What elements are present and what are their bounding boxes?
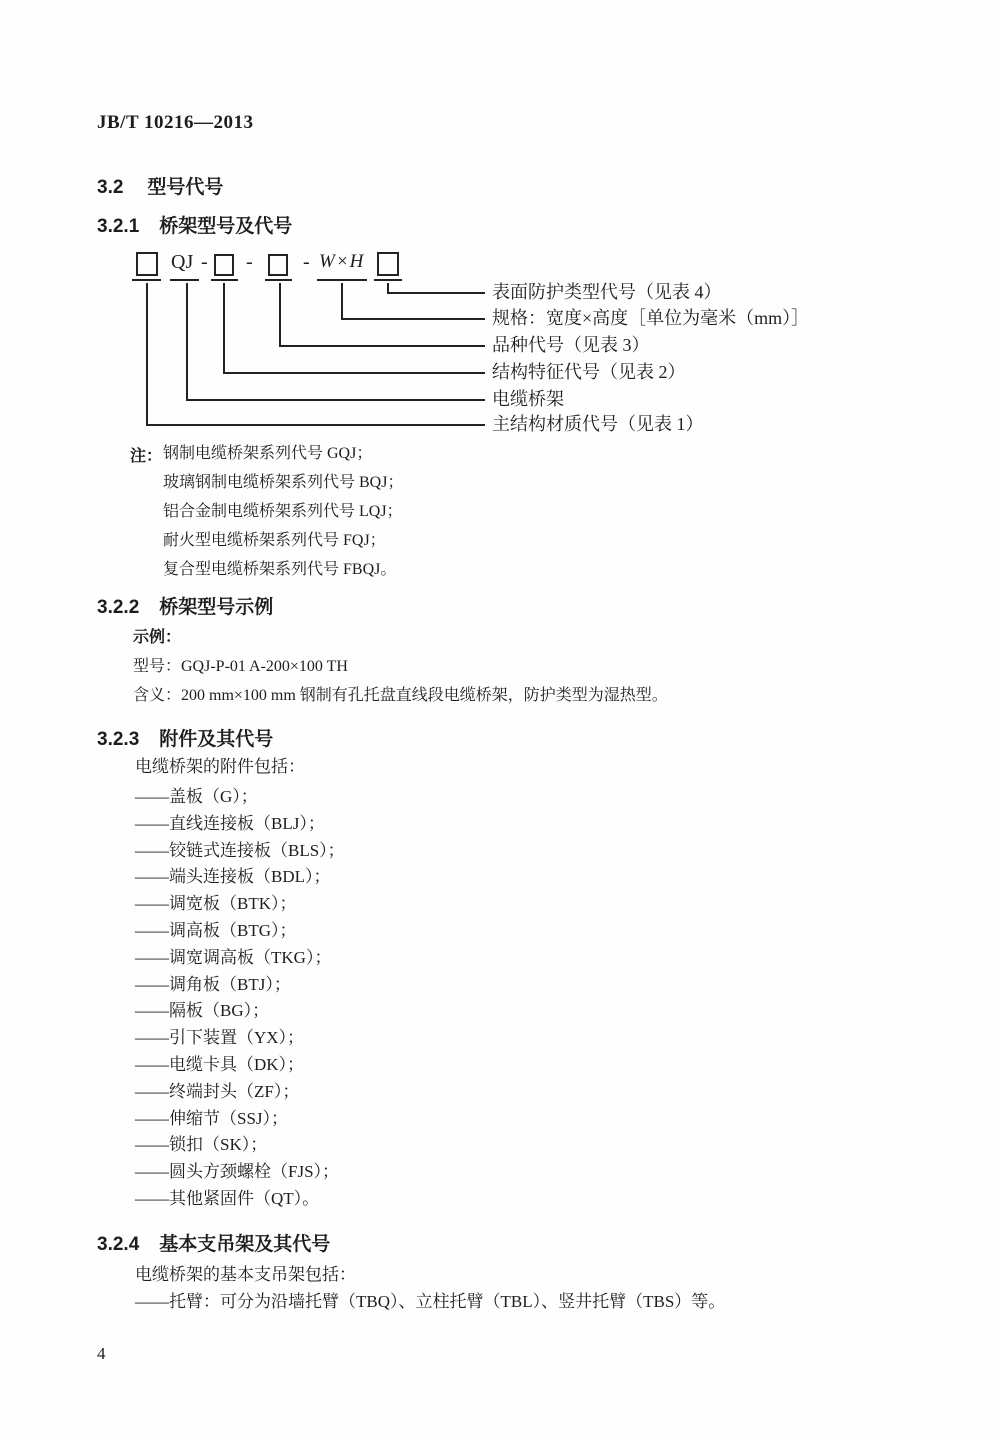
diagram-label-structure: 结构特征代号（见表 2） bbox=[492, 362, 686, 382]
connector-line bbox=[341, 318, 485, 320]
list-item: ——铰链式连接板（BLS）； bbox=[135, 840, 345, 860]
series-code-qj: QJ bbox=[171, 251, 194, 273]
diagram-label-variety: 品种代号（见表 3） bbox=[492, 335, 650, 355]
connector-line bbox=[146, 283, 148, 426]
note-line: 钢制电缆桥架系列代号 GQJ； bbox=[163, 445, 373, 462]
section-number: 3.2.3 bbox=[97, 729, 140, 750]
diagram-label-cable-tray: 电缆桥架 bbox=[492, 389, 564, 409]
list-item: ——圆头方颈螺栓（FJS）； bbox=[135, 1162, 340, 1182]
section-title: 桥架型号及代号 bbox=[159, 216, 293, 237]
section-heading-3-2-2 bbox=[97, 592, 273, 619]
note-line: 铝合金制电缆桥架系列代号 LQJ； bbox=[163, 503, 403, 520]
connector-line bbox=[223, 283, 225, 374]
list-item: ——调高板（BTG）； bbox=[135, 920, 297, 940]
attachment-list bbox=[135, 784, 345, 1213]
connector-line bbox=[279, 345, 485, 347]
list-item: ——电缆卡具（DK）； bbox=[135, 1054, 305, 1074]
separator-dash: - bbox=[246, 251, 253, 273]
section-heading-3-2-4 bbox=[97, 1229, 330, 1256]
section-title: 基本支吊架及其代号 bbox=[159, 1234, 331, 1255]
list-item: ——伸缩节（SSJ）； bbox=[135, 1108, 289, 1128]
spec-wxh: W×H bbox=[319, 251, 365, 272]
section-heading-3-2-3 bbox=[97, 724, 273, 751]
code-box-structure bbox=[214, 254, 234, 276]
connector-line bbox=[279, 283, 281, 347]
page-number: 4 bbox=[97, 1344, 106, 1363]
model-code-diagram bbox=[0, 250, 1000, 450]
underline bbox=[374, 279, 402, 281]
section-number: 3.2.4 bbox=[97, 1234, 140, 1255]
diagram-label-protection: 表面防护类型代号（见表 4） bbox=[492, 282, 722, 302]
underline bbox=[211, 279, 238, 281]
code-box-protection bbox=[377, 252, 399, 276]
connector-line bbox=[186, 399, 485, 401]
example-label: 示例： bbox=[133, 629, 182, 646]
list-item: ——直线连接板（BLJ）； bbox=[135, 813, 325, 833]
list-item: ——调宽调高板（TKG）； bbox=[135, 947, 332, 967]
section-heading-3-2-1 bbox=[97, 211, 292, 238]
supports-item: ——托臂：可分为沿墙托臂（TBQ）、立柱托臂（TBL）、竖井托臂（TBS）等。 bbox=[135, 1292, 726, 1311]
section-heading-3-2 bbox=[97, 172, 223, 199]
code-box-variety bbox=[268, 254, 288, 276]
section-title: 桥架型号示例 bbox=[159, 597, 274, 618]
note-line: 玻璃钢制电缆桥架系列代号 BQJ； bbox=[163, 474, 404, 491]
example-model: 型号：GQJ-P-01 A-200×100 TH bbox=[133, 658, 348, 675]
list-item: ——盖板（G）； bbox=[135, 787, 258, 806]
attachments-intro: 电缆桥架的附件包括： bbox=[135, 757, 305, 776]
note-label: 注： bbox=[130, 448, 163, 465]
underline bbox=[317, 279, 367, 281]
supports-intro: 电缆桥架的基本支吊架包括： bbox=[135, 1265, 356, 1284]
list-item: ——端头连接板（BDL）； bbox=[135, 867, 331, 887]
section-number: 3.2.2 bbox=[97, 597, 140, 618]
connector-line bbox=[186, 283, 188, 401]
list-item: ——隔板（BG）； bbox=[135, 1001, 270, 1021]
section-title: 型号代号 bbox=[147, 177, 224, 198]
doc-number: JB/T 10216—2013 bbox=[97, 112, 254, 133]
section-number: 3.2.1 bbox=[97, 216, 140, 237]
underline bbox=[265, 279, 292, 281]
diagram-label-spec: 规格：宽度×高度［单位为毫米（mm）］ bbox=[492, 308, 810, 328]
section-title: 附件及其代号 bbox=[159, 729, 274, 750]
list-item: ——终端封头（ZF）； bbox=[135, 1081, 300, 1101]
list-item: ——锁扣（SK）； bbox=[135, 1135, 268, 1155]
note-line: 耐火型电缆桥架系列代号 FQJ； bbox=[163, 532, 386, 549]
list-item: ——其他紧固件（QT）。 bbox=[135, 1188, 320, 1208]
separator-dash: - bbox=[201, 251, 208, 273]
diagram-label-material: 主结构材质代号（见表 1） bbox=[492, 414, 704, 434]
connector-line bbox=[223, 372, 485, 374]
list-item: ——调宽板（BTK）； bbox=[135, 894, 297, 914]
connector-line bbox=[387, 292, 485, 294]
separator-dash: - bbox=[303, 251, 310, 273]
list-item: ——调角板（BTJ）； bbox=[135, 974, 291, 994]
example-meaning: 含义：200 mm×100 mm 钢制有孔托盘直线段电缆桥架，防护类型为湿热型。 bbox=[133, 687, 668, 704]
underline bbox=[132, 279, 161, 281]
section-number: 3.2 bbox=[97, 177, 124, 198]
note-line: 复合型电缆桥架系列代号 FBQJ。 bbox=[163, 561, 397, 578]
code-box-material bbox=[136, 252, 158, 276]
connector-line bbox=[341, 283, 343, 320]
underline bbox=[170, 279, 199, 281]
list-item: ——引下装置（YX）； bbox=[135, 1028, 305, 1048]
connector-line bbox=[146, 424, 485, 426]
